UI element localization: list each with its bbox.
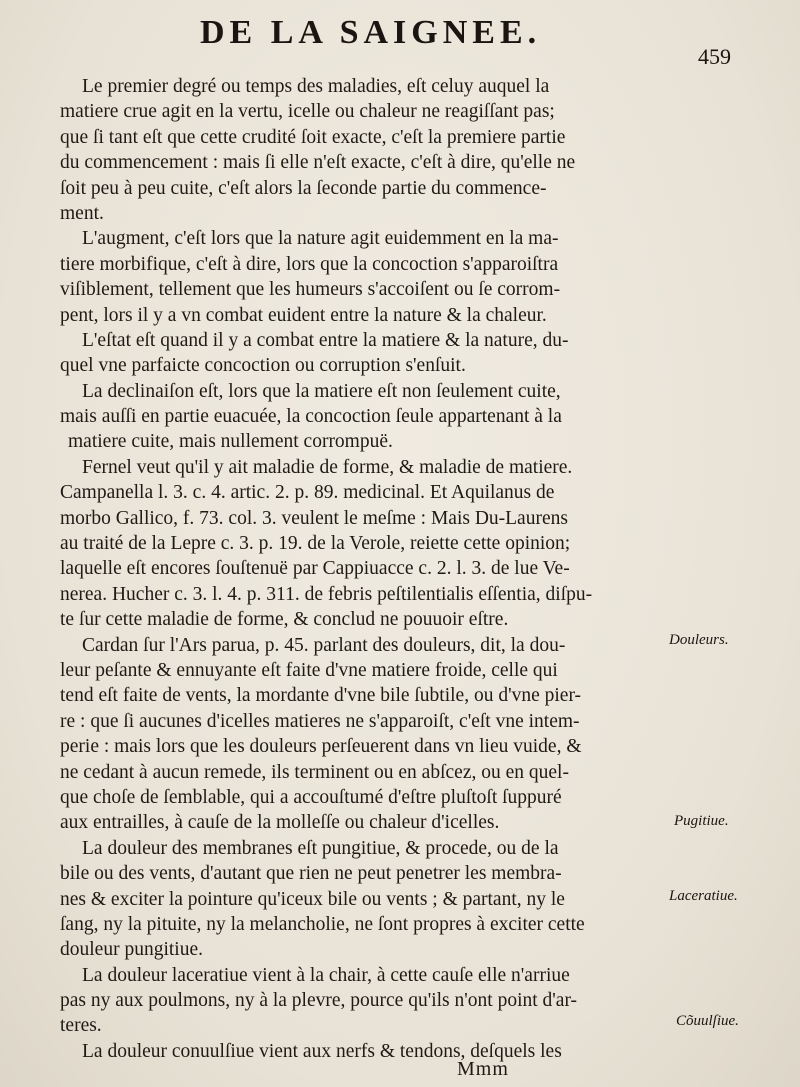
- text-line: matiere cuite, mais nullement corrompuë.: [68, 431, 393, 453]
- text-line: leur peſante & ennuyante eſt faite d'vne matiere froide, celle qui: [60, 659, 558, 681]
- text-line: ſoit peu à peu cuite, c'eſt alors la ſeconde partie du commence-: [60, 177, 547, 199]
- text-line: Campanella l. 3. c. 4. artic. 2. p. 89. medicinal. Et Aquilanus de: [60, 482, 555, 504]
- text-line: pas ny aux poulmons, ny à la plevre, pource qu'ils n'ont point d'ar-: [60, 990, 578, 1012]
- text-line: que ſi tant eſt que cette crudité ſoit exacte, c'eſt la premiere partie: [60, 126, 566, 148]
- text-line: morbo Gallico, f. 73. col. 3. veulent le meſme : Mais Du-Laurens: [60, 507, 568, 529]
- text-line: aux entrailles, à cauſe de la molleſſe ou chaleur d'icelles.: [60, 812, 500, 834]
- text-line: La douleur conuulſiue vient aux nerfs & tendons, deſquels les: [82, 1040, 562, 1062]
- margin-note: Cõuulſiue.: [676, 1013, 739, 1029]
- text-line: perie : mais lors que les douleurs perſeuerent dans vn lieu vuide, &: [60, 736, 582, 758]
- text-line: douleur pungitiue.: [60, 939, 203, 961]
- text-line: bile ou des vents, d'autant que rien ne peut penetrer les membra-: [60, 863, 562, 885]
- text-line: teres.: [60, 1015, 102, 1037]
- text-line: L'eſtat eſt quand il y a combat entre la matiere & la nature, du-: [82, 329, 569, 351]
- text-line: laquelle eſt encores ſouſtenuë par Cappiuacce c. 2. l. 3. de lue Ve-: [60, 558, 570, 580]
- text-line: matiere crue agit en la vertu, icelle ou chaleur ne reagiſſant pas;: [60, 101, 555, 123]
- text-line: La douleur laceratiue vient à la chair, à cette cauſe elle n'arriue: [82, 964, 570, 986]
- text-line: mais auſſi en partie euacuée, la concoction ſeule appartenant à la: [60, 406, 562, 428]
- text-line: au traité de la Lepre c. 3. p. 19. de la Verole, reiette cette opinion;: [60, 533, 571, 555]
- text-line: L'augment, c'eſt lors que la nature agit euidemment en la ma-: [82, 228, 559, 250]
- margin-note: Douleurs.: [669, 632, 729, 648]
- text-line: tend eſt faite de vents, la mordante d'vne bile ſubtile, ou d'vne pier-: [60, 685, 582, 707]
- text-line: La douleur des membranes eſt pungitiue, & procede, ou de la: [82, 837, 559, 859]
- margin-note: Pugitiue.: [674, 813, 729, 829]
- text-line: nes & exciter la pointure qu'iceux bile ou vents ; & partant, ny le: [60, 888, 565, 910]
- text-line: que choſe de ſemblable, qui a accouſtumé d'eſtre pluſtoſt ſuppuré: [60, 786, 562, 808]
- page-number: 459: [698, 44, 731, 69]
- text-line: te ſur cette maladie de forme, & conclud ne pouuoir eſtre.: [60, 609, 509, 631]
- text-line: viſiblement, tellement que les humeurs s'accoiſent ou ſe corrom-: [60, 279, 561, 301]
- text-line: ment.: [60, 202, 104, 224]
- text-line: Fernel veut qu'il y ait maladie de forme, & maladie de matiere.: [82, 456, 573, 478]
- text-line: nerea. Hucher c. 3. l. 4. p. 311. de febris peſtilentialis eſſentia, diſpu-: [60, 583, 593, 605]
- text-line: quel vne parfaicte concoction ou corruption s'enſuit.: [60, 355, 466, 377]
- catchword: Mmm: [457, 1058, 509, 1080]
- body-text: [60, 74, 660, 1064]
- text-line: pent, lors il y a vn combat euident entre la nature & la chaleur.: [60, 304, 547, 326]
- text-line: Cardan ſur l'Ars parua, p. 45. parlant des douleurs, dit, la dou-: [82, 634, 566, 656]
- text-line: re : que ſi aucunes d'icelles matieres ne s'apparoiſt, c'eſt vne intem-: [60, 710, 580, 732]
- text-line: tiere morbifique, c'eſt à dire, lors que la concoction s'apparoiſtra: [60, 253, 559, 275]
- text-line: La declinaiſon eſt, lors que la matiere eſt non ſeulement cuite,: [82, 380, 561, 402]
- text-line: du commencement : mais ſi elle n'eſt exacte, c'eſt à dire, qu'elle ne: [60, 152, 576, 174]
- margin-note: Laceratiue.: [669, 888, 738, 904]
- text-line: Le premier degré ou temps des maladies, eſt celuy auquel la: [82, 76, 550, 97]
- running-head: DE LA SAIGNEE.: [200, 14, 542, 51]
- text-line: ſang, ny la pituite, ny la melancholie, ne ſont propres à exciter cette: [60, 913, 585, 935]
- text-line: ne cedant à aucun remede, ils terminent ou en abſcez, ou en quel-: [60, 761, 569, 783]
